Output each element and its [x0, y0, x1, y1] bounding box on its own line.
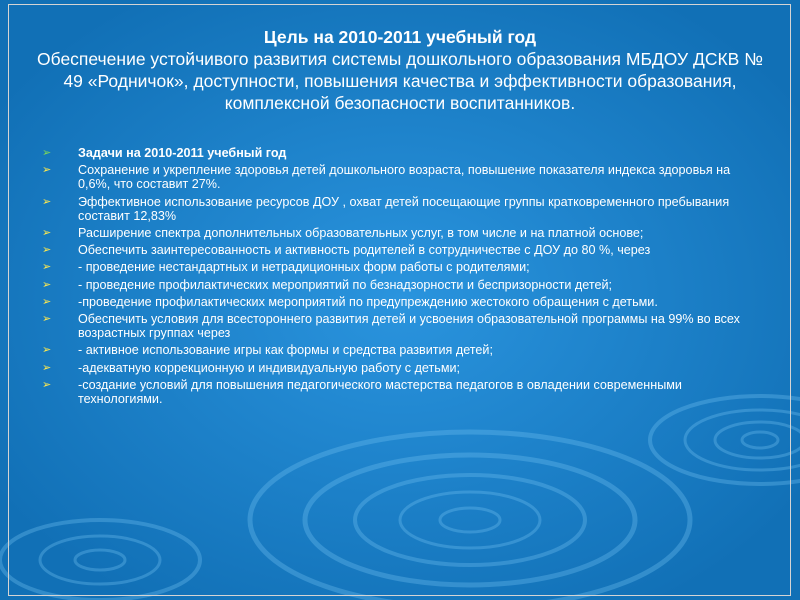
arrow-bullet-icon: ➢ [42, 278, 52, 291]
title-block [30, 26, 770, 114]
list-item [42, 163, 762, 191]
list-item [42, 361, 762, 375]
arrow-bullet-icon: ➢ [42, 261, 52, 274]
list-item-text: -адекватную коррекционную и индивидуальную работу с детьми; [78, 360, 461, 375]
list-item [42, 195, 762, 223]
arrow-bullet-icon: ➢ [42, 295, 52, 308]
arrow-bullet-icon: ➢ [42, 164, 52, 177]
list-item [42, 243, 762, 257]
goal-text: Обеспечение устойчивого развития системы дошкольного образования МБДОУ ДСКВ № 49 «Родничок», доступности, повышения качества и эффективности образования, комплексной безопасности воспитанников. [37, 49, 763, 113]
arrow-bullet-icon: ➢ [42, 147, 52, 159]
tasks-heading: Задачи на 2010-2011 учебный год [78, 146, 287, 160]
list-item [42, 295, 762, 309]
arrow-bullet-icon: ➢ [42, 244, 52, 257]
list-item-text: - проведение нестандартных и нетрадиционных форм работы с родителями; [78, 260, 530, 275]
arrow-bullet-icon: ➢ [42, 344, 52, 357]
arrow-bullet-icon: ➢ [42, 378, 52, 391]
list-item [42, 378, 762, 406]
page-title: Цель на 2010-2011 учебный год [263, 27, 537, 47]
list-item [42, 226, 762, 240]
arrow-bullet-icon: ➢ [42, 313, 52, 326]
list-item-text: - проведение профилактических мероприятий по безнадзорности и беспризорности детей; [78, 277, 613, 292]
list-item-text: Расширение спектра дополнительных образовательных услуг, в том числе и на платной основе; [78, 226, 644, 241]
list-item-text: Эффективное использование ресурсов ДОУ , охват детей посещающие группы кратковременного пребывания составит 12,83% [78, 194, 730, 223]
arrow-bullet-icon: ➢ [42, 361, 52, 374]
list-item [42, 278, 762, 292]
list-item-text: Обеспечить условия для всестороннего развития детей и усвоения образовательной программы на 99% во всех возрастных группах через [78, 312, 740, 341]
tasks-list [42, 146, 762, 409]
list-item-text: Сохранение и укрепление здоровья детей дошкольного возраста, повышение показателя индекса здоровья на 0,6%, что составит 27%. [78, 163, 731, 192]
list-item-text: - активное использование игры как формы и средства развития детей; [78, 343, 493, 358]
arrow-bullet-icon: ➢ [42, 195, 52, 208]
list-item [42, 312, 762, 340]
list-item [42, 343, 762, 357]
list-item [42, 260, 762, 274]
list-item [42, 146, 762, 160]
arrow-bullet-icon: ➢ [42, 227, 52, 240]
list-item-text: -создание условий для повышения педагогического мастерства педагогов в овладении современными технологиями. [78, 377, 682, 407]
list-item-text: -проведение профилактических мероприятий по предупреждению жестокого обращения с детьми. [78, 294, 658, 309]
list-item-text: Обеспечить заинтересованность и активность родителей в сотрудничестве с ДОУ до 80 %, через [78, 243, 651, 258]
